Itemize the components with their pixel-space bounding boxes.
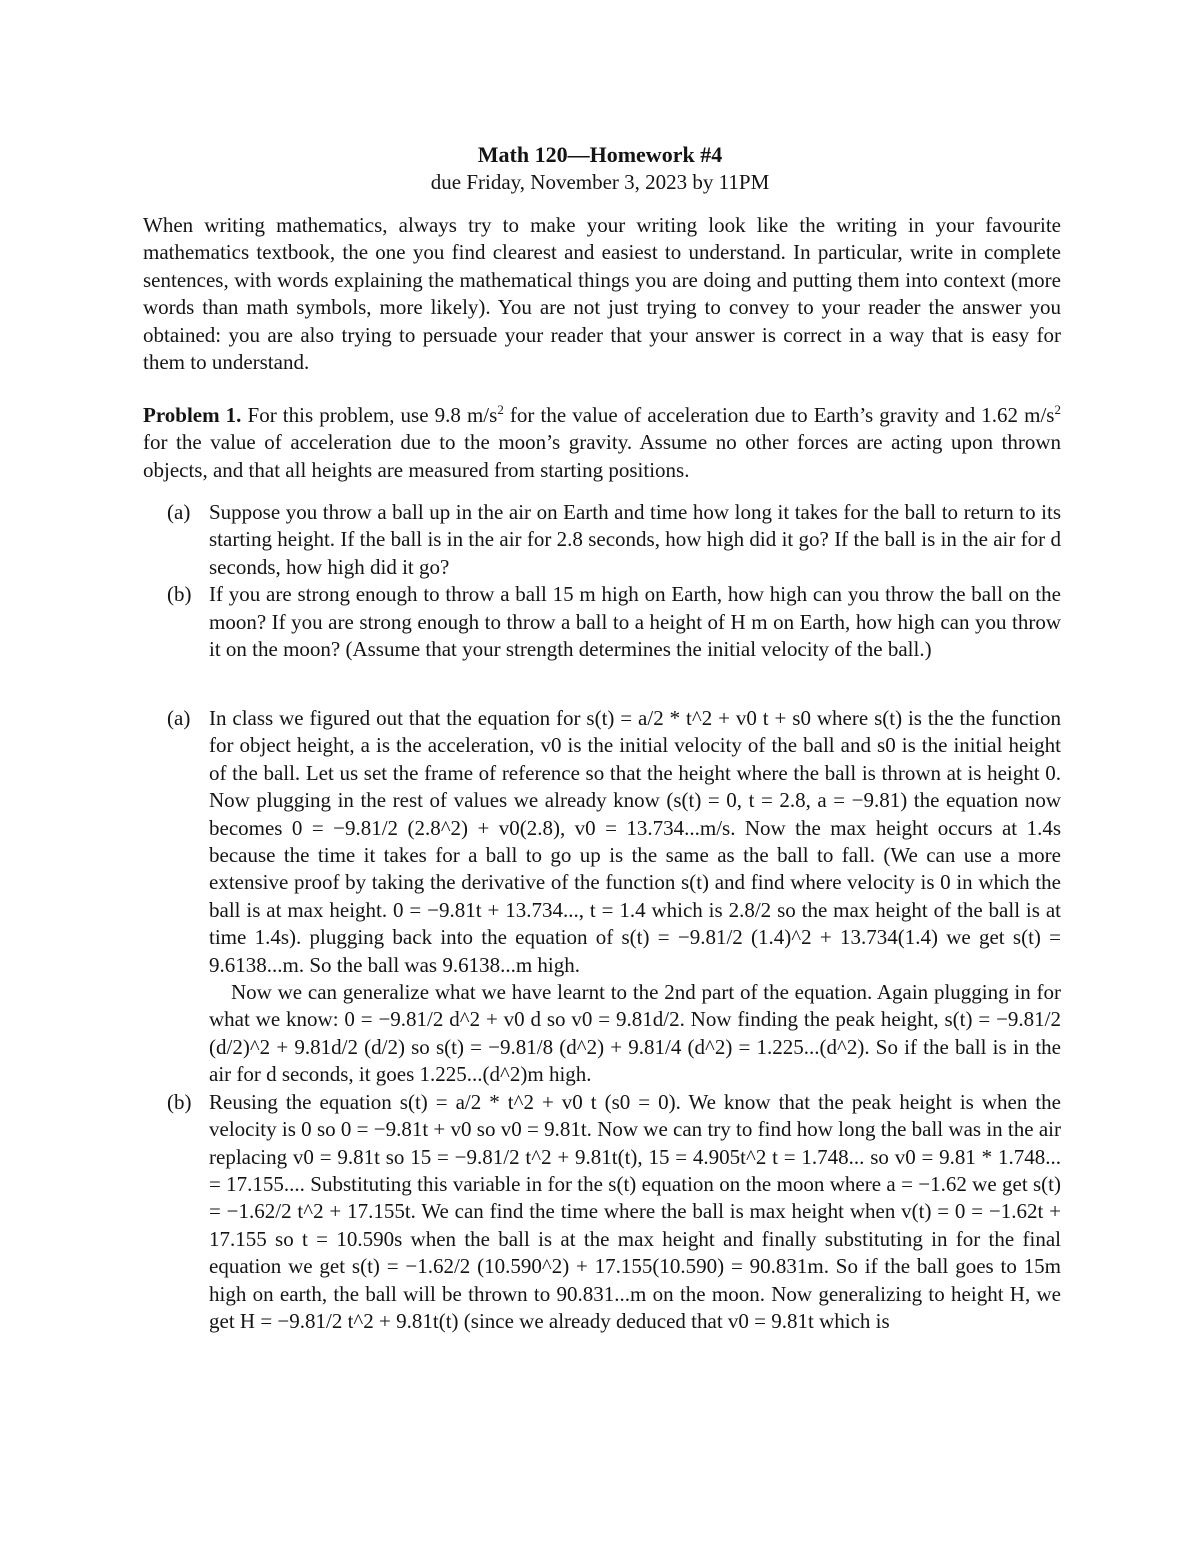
part-b-text: If you are strong enough to throw a ball 15 m high on Earth, how high can you throw the ball on the moon? If you are strong enough to throw a ball to a height of H m on Earth, how high can you throw it on the moon? (Assume that your strength determines the initial velocity of the ball.) bbox=[209, 582, 1061, 662]
answer-b-label: (b) bbox=[167, 1089, 192, 1114]
document-title: Math 120—Homework #4 bbox=[477, 142, 723, 167]
part-b-label: (b) bbox=[167, 582, 192, 607]
problem-1-parts bbox=[143, 499, 1061, 663]
answer-a-paragraph-1: In class we figured out that the equation for s(t) = a/2 * t^2 + v0 t + s0 where s(t) is the the function for object height, a is the acceleration, v0 is the initial velocity of the ball and s0 is the initial height of the ball. Let us set the frame of reference so that the height where the ball is thrown at is height 0. Now plugging in the rest of values we already know (s(t) = 0, t = 2.8, a = −9.81) the equation now becomes 0 = −9.81/2 (2.8^2) + v0(2.8), v0 = 13.734...m/s. Now the max height occurs at 1.4s because the time it takes for a ball to go up is the same as the ball to fall. (We can use a more extensive proof by taking the derivative of the function s(t) and find where velocity is 0 in which the ball is at max height. 0 = −9.81t + 13.734..., t = 1.4 which is 2.8/2 so the max height of the ball is at time 1.4s). plugging back into the equation of s(t) = −9.81/2 (1.4)^2 + 13.734(1.4) we get s(t) = 9.6138...m. So the ball was 9.6138...m high. bbox=[209, 706, 1061, 977]
due-date-pm: PM bbox=[738, 170, 770, 194]
superscript-2: 2 bbox=[497, 402, 504, 417]
problem-1-text-3: for the value of acceleration due to the moon’s gravity. Assume no other forces are acting upon thrown objects, and that all heights are measured from starting positions. bbox=[143, 430, 1061, 482]
answer-b-paragraph-1: Reusing the equation s(t) = a/2 * t^2 + v0 t (s0 = 0). We know that the peak height is when the velocity is 0 so 0 = −9.81t + v0 so v0 = 9.81t. Now we can try to find how long the ball was in the air replacing v0 = 9.81t so 15 = −9.81/2 t^2 + 9.81t(t), 15 = 4.905t^2 t = 1.748... so v0 = 9.81 * 1.748... = 17.155.... Substituting this variable in for the s(t) equation on the moon where a = −1.62 we get s(t) = −1.62/2 t^2 + 17.155t. We can find the time where the ball is max height when v(t) = 0 = −1.62t + 17.155 so t = 10.590s when the ball is at the max height and finally substituting in for the final equation we get s(t) = −1.62/2 (10.590^2) + 17.155(10.590) = 90.831m. So if the ball goes to 15m high on earth, the ball will be thrown to 90.831...m on the moon. Now generalizing to height H, we get H = −9.81/2 t^2 + 9.81t(t) (since we already deduced that v0 = 9.81t which is bbox=[209, 1089, 1061, 1333]
problem-1-text-1: For this problem, use 9.8 m/s bbox=[241, 403, 498, 427]
problem-part-a bbox=[143, 499, 1061, 581]
problem-part-b bbox=[143, 581, 1061, 663]
answer-part-a bbox=[143, 705, 1061, 1089]
due-date-text: due Friday, November 3, 2023 by 11 bbox=[430, 170, 739, 194]
part-a-label: (a) bbox=[167, 500, 191, 524]
student-answers bbox=[143, 705, 1061, 1335]
due-date bbox=[0, 168, 1200, 196]
instructions-paragraph: When writing mathematics, always try to make your writing look like the writing in your favourite mathematics textbook, the one you find clearest and easiest to understand. In particular, write in complete sentences, with words explaining the mathematical things you are doing and putting them into context (more words than math symbols, more likely). You are not just trying to convey to your reader the answer you obtained: you are also trying to persuade your reader that your answer is correct in a way that is easy for them to understand. bbox=[143, 213, 1061, 375]
answer-a-label: (a) bbox=[167, 706, 191, 730]
problem-1-label: Problem 1. bbox=[143, 403, 242, 427]
superscript-2: 2 bbox=[1054, 402, 1061, 417]
answer-part-b bbox=[143, 1089, 1061, 1336]
problem-1-text-2: for the value of acceleration due to Earth’s gravity and 1.62 m/s bbox=[503, 403, 1055, 427]
answer-a-paragraph-2: Now we can generalize what we have learnt to the 2nd part of the equation. Again plugging in for what we know: 0 = −9.81/2 d^2 + v0 d so v0 = 9.81d/2. Now finding the peak height, s(t) = −9.81/2 (d/2)^2 + 9.81d/2 (d/2) so s(t) = −9.81/8 (d^2) + 9.81/4 (d^2) = 1.225...(d^2). So if the ball is in the air for d seconds, it goes 1.225...(d^2)m high. bbox=[209, 980, 1061, 1087]
problem-1-statement bbox=[143, 402, 1061, 484]
part-a-text: Suppose you throw a ball up in the air on Earth and time how long it takes for the ball to return to its starting height. If the ball is in the air for 2.8 seconds, how high did it go? If the ball is in the air for d seconds, how high did it go? bbox=[209, 500, 1061, 579]
